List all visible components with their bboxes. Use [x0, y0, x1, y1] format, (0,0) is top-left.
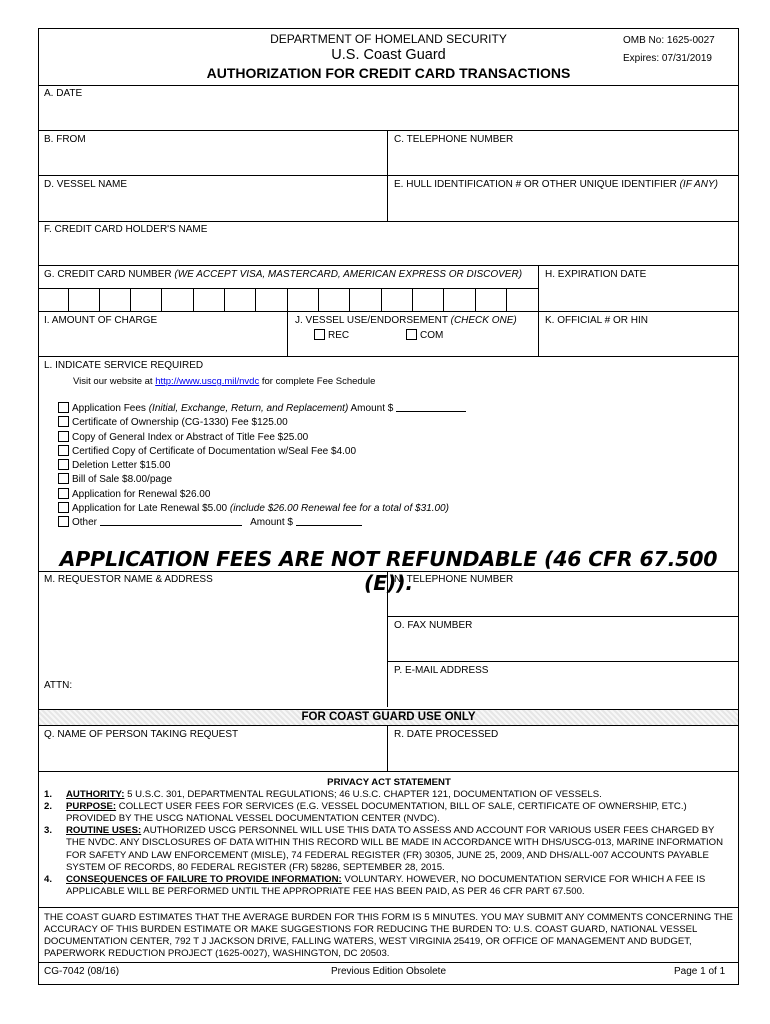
field-amount[interactable]: I. AMOUNT OF CHARGE — [44, 315, 158, 326]
fee-schedule-link[interactable]: http://www.uscg.mil/nvdc — [155, 376, 260, 387]
privacy-title: PRIVACY ACT STATEMENT — [327, 777, 451, 788]
field-fax[interactable]: O. FAX NUMBER — [394, 620, 473, 631]
form-title: AUTHORIZATION FOR CREDIT CARD TRANSACTIONS — [206, 65, 571, 81]
department-name: DEPARTMENT OF HOMELAND SECURITY — [270, 32, 507, 46]
form-number: CG-7042 (08/16) — [44, 966, 120, 977]
service-item[interactable]: Application for Late Renewal $5.00 (include $26.00 Renewal fee for a total of $31.00) — [58, 502, 466, 516]
omb-number: OMB No: 1625-0027 — [623, 35, 715, 46]
service-item[interactable]: Certificate of Ownership (CG-1330) Fee $125.00 — [58, 416, 466, 430]
services-label: L. INDICATE SERVICE REQUIRED — [44, 360, 204, 371]
burden-statement: THE COAST GUARD ESTIMATES THAT THE AVERAGE BURDEN FOR THIS FORM IS 5 MINUTES. YOU MAY SUBMIT ANY COMMENTS CONCERNING THE ACCURACY OF THIS BURDEN ESTIMATE OR MAKE SUGGESTIONS FOR REDUCING THE BURDEN TO: U.S. COAST GUARD, NATIONAL VESSEL DOCUMENTATION CENTER, 792 T J JACKSON DRIVE, FALLING WATERS, WEST VIRGINIA 25419, OR OFFICE OF MANAGEMENT AND BUDGET, PAPERWORK REDUCTION PROJECT (1625-0027), WASHINGTON, DC 20503. — [44, 912, 733, 960]
privacy-statement — [44, 777, 734, 898]
checkbox-icon — [58, 459, 69, 470]
privacy-item: 3. ROUTINE USES: AUTHORIZED USCG PERSONNEL WILL USE THIS DATA TO ASSESS AND ACCOUNT FOR VARIOUS USER FEES CHARGED BY THE NVDC. ANY DISCLOSURES OF DATA WITHIN THIS RECORD WILL BE MADE IN ACCORDANCE WITH DHS/USCG-013, MARINE INFORMATION FOR SAFETY AND LAW ENFORCEMENT (MISLE), 74 FEDERAL REGISTER (FR) 30305, JUNE 25, 2009, AND DHS/ALL-007 ACCOUNTS PAYABLE SYSTEM OF RECORDS, 80 FEDERAL REGISTER (FR) 58286, SEPTEMBER 28, 2015. — [44, 825, 724, 873]
checkbox-com[interactable]: COM — [406, 329, 443, 342]
field-request-taker[interactable]: Q. NAME OF PERSON TAKING REQUEST — [44, 729, 239, 740]
field-telephone[interactable]: C. TELEPHONE NUMBER — [394, 134, 514, 145]
field-card-number: G. CREDIT CARD NUMBER (WE ACCEPT VISA, MASTERCARD, AMERICAN EXPRESS OR DISCOVER) — [44, 269, 523, 280]
field-date[interactable]: A. DATE — [44, 88, 83, 99]
checkbox-icon — [58, 431, 69, 442]
checkbox-icon — [58, 516, 69, 527]
privacy-item: 1. AUTHORITY: 5 U.S.C. 301, DEPARTMENTAL REGULATIONS; 46 U.S.C. CHAPTER 121, DOCUMENTATION OF VESSELS. — [44, 789, 602, 801]
field-requestor-telephone[interactable]: N. TELEPHONE NUMBER — [394, 574, 514, 585]
page-number: Page 1 of 1 — [674, 966, 726, 977]
checkbox-icon — [406, 329, 417, 340]
service-item[interactable]: Application Fees (Initial, Exchange, Return, and Replacement) Amount $ — [58, 402, 466, 416]
checkbox-icon — [58, 445, 69, 456]
field-expiration[interactable]: H. EXPIRATION DATE — [545, 269, 647, 280]
service-item[interactable]: Copy of General Index or Abstract of Title Fee $25.00 — [58, 431, 466, 445]
field-vessel-name[interactable]: D. VESSEL NAME — [44, 179, 127, 190]
field-date-processed[interactable]: R. DATE PROCESSED — [394, 729, 499, 740]
field-requestor[interactable]: M. REQUESTOR NAME & ADDRESS — [44, 574, 213, 585]
checkbox-icon — [58, 488, 69, 499]
services-list — [58, 402, 466, 531]
checkbox-icon — [58, 473, 69, 484]
checkbox-icon — [58, 416, 69, 427]
card-number-boxes[interactable] — [38, 288, 539, 311]
field-email[interactable]: P. E-MAIL ADDRESS — [394, 665, 489, 676]
service-item[interactable]: Deletion Letter $15.00 — [58, 459, 466, 473]
checkbox-icon — [58, 402, 69, 413]
checkbox-icon — [58, 502, 69, 513]
non-refundable-notice: APPLICATION FEES ARE NOT REFUNDABLE (46 CFR 67.500 (E)). — [59, 547, 718, 595]
field-attn[interactable]: ATTN: — [44, 680, 73, 691]
service-item[interactable]: Certified Copy of Certificate of Documentation w/Seal Fee $4.00 — [58, 445, 466, 459]
service-item[interactable]: Bill of Sale $8.00/page — [58, 473, 466, 487]
field-hull-id[interactable]: E. HULL IDENTIFICATION # OR OTHER UNIQUE IDENTIFIER (IF ANY) — [394, 179, 718, 190]
obsolete-notice: Previous Edition Obsolete — [330, 966, 447, 977]
service-item[interactable]: Application for Renewal $26.00 — [58, 488, 466, 502]
service-item-other[interactable]: Other Amount $ — [58, 516, 466, 530]
checkbox-rec[interactable]: REC — [314, 329, 349, 342]
field-vessel-use: J. VESSEL USE/ENDORSEMENT (CHECK ONE) — [295, 315, 517, 326]
cg-use-banner: FOR COAST GUARD USE ONLY — [39, 709, 738, 726]
expiration-notice: Expires: 07/31/2019 — [623, 53, 712, 64]
checkbox-icon — [314, 329, 325, 340]
website-notice: Visit our website at http://www.uscg.mil/nvdc for complete Fee Schedule — [73, 376, 376, 387]
privacy-item: 2. PURPOSE: COLLECT USER FEES FOR SERVICES (E.G. VESSEL DOCUMENTATION, BILL OF SALE, CERTIFICATE OF OWNERSHIP, ETC.) PROVIDED BY THE USCG NATIONAL VESSEL DOCUMENTATION CENTER (NVDC). — [44, 801, 687, 825]
field-from[interactable]: B. FROM — [44, 134, 86, 145]
field-official-number[interactable]: K. OFFICIAL # OR HIN — [545, 315, 648, 326]
agency-name: U.S. Coast Guard — [331, 47, 446, 63]
field-card-holder[interactable]: F. CREDIT CARD HOLDER'S NAME — [44, 224, 208, 235]
privacy-item: 4. CONSEQUENCES OF FAILURE TO PROVIDE INFORMATION: VOLUNTARY. HOWEVER, NO DOCUMENTATION SERVICE FOR WHICH A FEE IS APPLICABLE WILL BE PERFORMED UNTIL THE APPROPRIATE FEE HAS BEEN PAID, AS PER 46 CFR PART 67.500. — [44, 873, 706, 897]
